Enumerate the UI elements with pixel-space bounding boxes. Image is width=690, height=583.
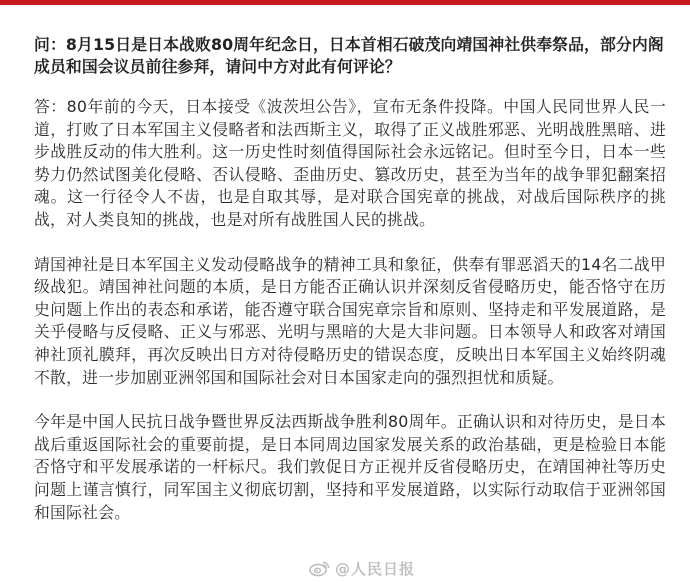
answer-paragraph-2: 靖国神社是日本军国主义发动侵略战争的精神工具和象征，供奉有罪恶滔天的14名二战甲级战犯。靖国神社问题的本质，是日方能否正确认识并深刻反省侵略历史，能否恪守在历史问题上作出的表态和承诺，能否遵守联合国宪章宗旨和原则、坚持走和平发展道路，是关乎侵略与反侵略、正义与邪恶、光明与黑暗的大是大非问题。日本领导人和政客对靖国神社顶礼膜拜，再次反映出日方对待侵略历史的错误态度，反映出日本军国主义始终阴魂不散，进一步加剧亚洲邻国和国际社会对日本国家走向的强烈担忧和质疑。 [34,254,666,387]
answer-paragraph-1: 答：80年前的今天，日本接受《波茨坦公告》，宣布无条件投降。中国人民同世界人民一道，打败了日本军国主义侵略者和法西斯主义，取得了正义战胜邪恶、光明战胜黑暗、进步战胜反动的伟大胜利。这一历史性时刻值得国际社会永远铭记。但时至今日，日本一些势力仍然试图美化侵略、否认侵略、歪曲历史、篡改历史，甚至为当年的战争罪犯翻案招魂。这一行径令人不齿，也是自取其辱，是对联合国宪章的挑战，对战后国际秩序的挑战，对人类良知的挑战，也是对所有战胜国人民的挑战。 [34,97,666,229]
watermark-text: @人民日报 [335,559,416,578]
answer-paragraph-3: 今年是中国人民抗日战争暨世界反法西斯战争胜利80周年。正确认识和对待历史，是日本战后重返国际社会的重要前提，是日本同周边国家发展关系的政治基础，更是检验日本能否恪守和平发展承诺的一杆标尺。我们敦促日方正视并反省侵略历史，在靖国神社等历史问题上谨言慎行，同军国主义彻底切割，坚持和平发展道路，以实际行动取信于亚洲邻国和国际社会。 [34,412,666,522]
top-accent-bar [0,0,690,5]
weibo-icon [309,559,331,577]
article-body [34,34,666,524]
watermark [309,557,415,579]
question-text: 问：8月15日是日本战败80周年纪念日，日本首相石破茂向靖国神社供奉祭品，部分内阁成员和国会议员前往参拜，请问中方对此有何评论？ [34,35,664,76]
